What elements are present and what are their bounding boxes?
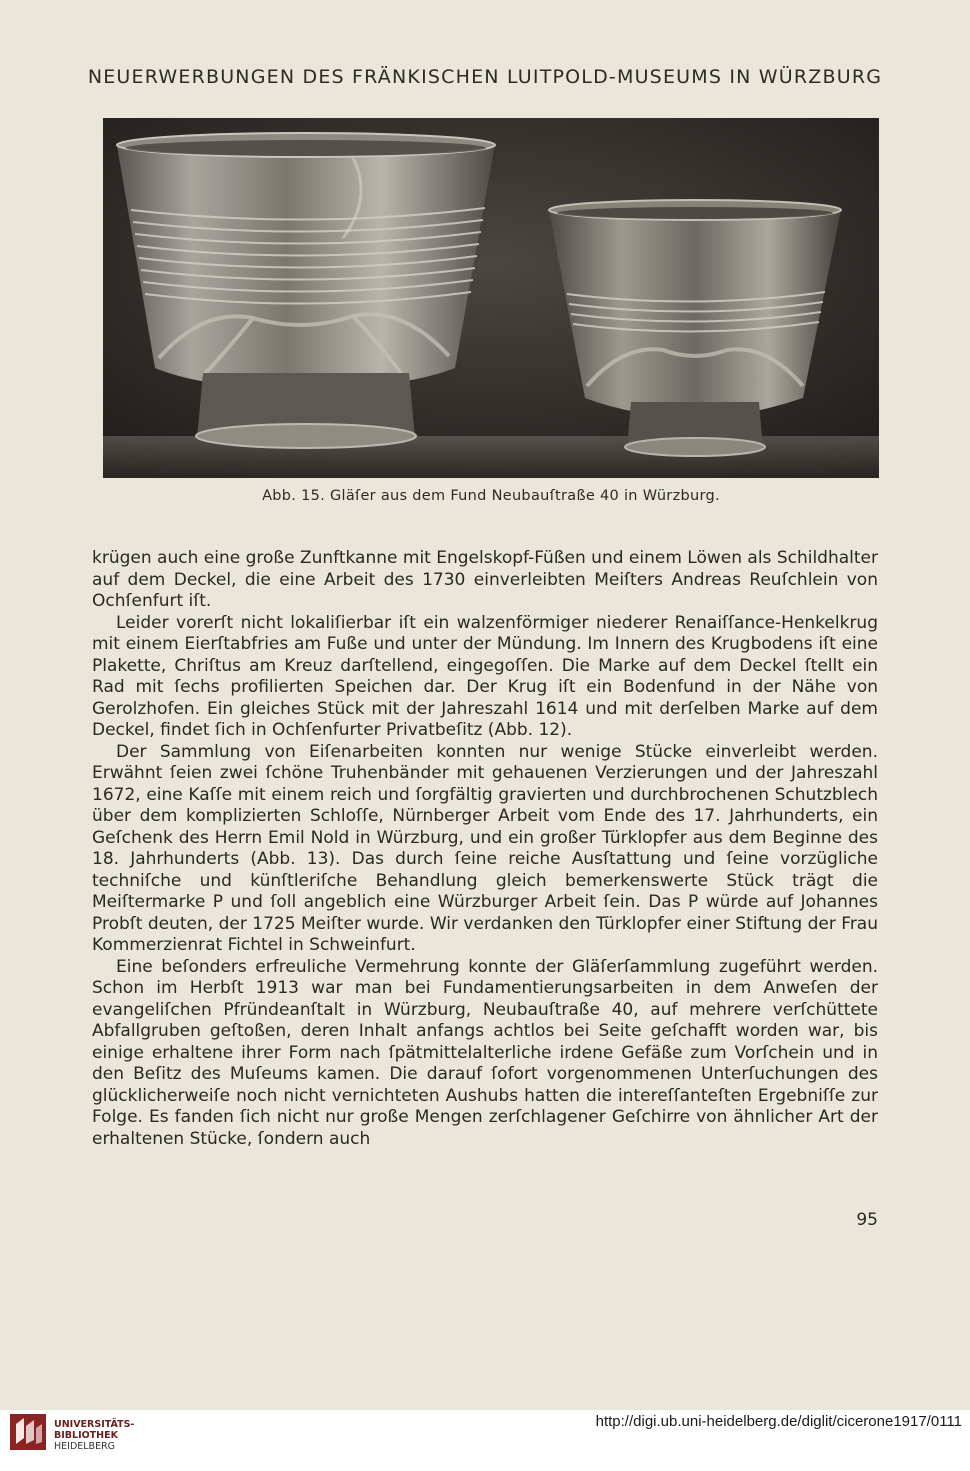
figure-photograph: [103, 118, 879, 478]
figure-caption: Abb. 15. Gläſer aus dem Fund Neubauſtraße 40 in Würzburg.: [262, 488, 720, 504]
paragraph: Eine beſonders erfreuliche Vermehrung konnte der Gläſerſammlung zugeführt werden. Schon im Herbſt 1913 war man bei Fundamentierungsarbeiten in dem Anweſen der evangeliſchen Pfründeanſtalt in Würzburg, Neubauſtraße 40, auf mehrere verſchüttete Abfallgruben geſtoßen, deren Inhalt anfangs achtlos bei Seite geſchafft worden war, bis einige erhaltene ihrer Form nach ſpätmittelalterliche irdene Gefäße zum Vorſchein und in den Beſitz des Muſeums kamen. Die darauf ſofort vorgenommenen Unterſuchungen des glücklicherweiſe noch nicht vernichteten Aushubs hatten die intereſſanteſten Ergebniſſe zur Folge. Es fanden ſich nicht nur große Mengen zerſchlagener Geſchirre von ähnlicher Art der erhaltenen Stücke, ſondern auch: [92, 956, 878, 1149]
paragraph: krügen auch eine große Zunftkanne mit Engelskopf-Füßen und einem Löwen als Schildhalter auf dem Deckel, die eine Arbeit des 1730 einverleibten Meiſters Andreas Reuſchlein von Ochſenfurt iſt.: [92, 548, 878, 611]
university-library-logo-icon: [10, 1414, 46, 1450]
library-logo-text: [54, 1419, 134, 1452]
body-text: [92, 548, 878, 1150]
paragraph: Leider vorerſt nicht lokaliſierbar iſt ein walzenförmiger niederer Renaiſſance-Henkelkrug mit einem Eierſtabfries am Fuße und unter der Mündung. Im Innern des Krugbodens iſt eine Plakette, Chriſtus am Kreuz darſtellend, eingegoſſen. Die Marke auf dem Deckel ſtellt ein Rad mit ſechs profilierten Speichen dar. Der Krug iſt ein Bodenfund in der Nähe von Gerolzhofen. Ein gleiches Stück mit der Jahreszahl 1614 und mit derſelben Marke auf dem Deckel, findet ſich in Ochſenfurter Privatbeſitz (Abb. 12).: [92, 612, 878, 740]
logo-line: HEIDELBERG: [54, 1441, 116, 1452]
source-url-link[interactable]: http://digi.ub.uni-heidelberg.de/diglit/cicerone1917/0111: [595, 1413, 962, 1430]
logo-line: BIBLIOTHEK: [54, 1430, 118, 1441]
page-number: 95: [856, 1210, 878, 1230]
glass-beakers-photograph: [103, 118, 879, 478]
running-head: NEUERWERBUNGEN DES FRÄNKISCHEN LUITPOLD-MUSEUMS IN WÜRZBURG: [87, 66, 883, 88]
logo-line: UNIVERSITÄTS-: [54, 1419, 135, 1430]
paragraph: Der Sammlung von Eiſenarbeiten konnten nur wenige Stücke einverleibt werden. Erwähnt ſeien zwei ſchöne Truhenbänder mit gehauenen Verzierungen und der Jahreszahl 1672, eine Kaſſe mit einem reich und ſorgfältig gravierten und durchbrochenen Schutzblech über dem komplizierten Schloſſe, Nürnberger Arbeit vom Ende des 17. Jahrhunderts, ein Geſchenk des Herrn Emil Nold in Würzburg, und ein großer Türklopfer aus dem Beginne des 18. Jahrhunderts (Abb. 13). Das durch ſeine reiche Ausſtattung und ſeine vorzügliche techniſche und künſtleriſche Behandlung gleich bemerkenswerte Stück trägt die Meiſtermarke P und ſoll angeblich eine Würzburger Arbeit ſein. Das P würde auf Johannes Probſt deuten, der 1725 Meiſter wurde. Wir verdanken den Türklopfer einer Stiftung der Frau Kommerzienrat Fichtel in Schweinfurt.: [92, 741, 878, 955]
